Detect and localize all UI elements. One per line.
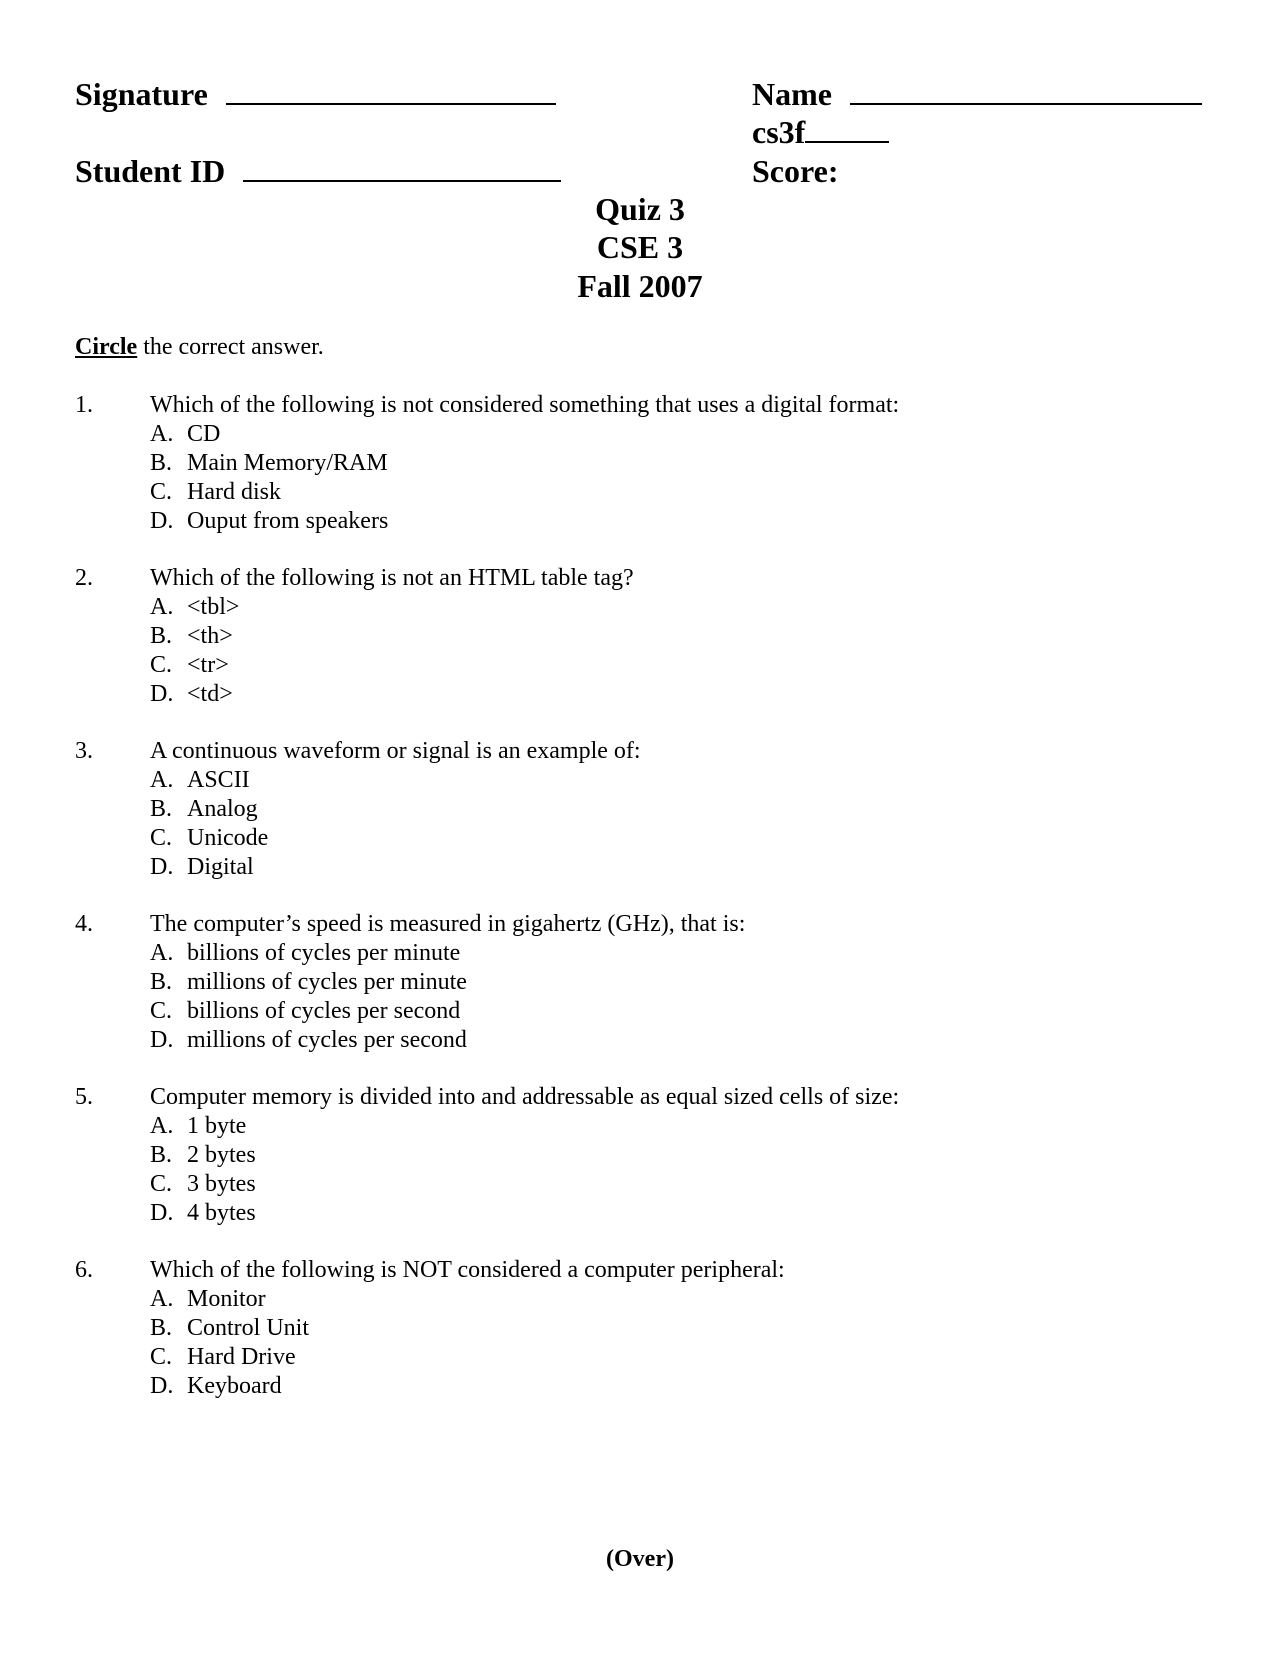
question-number: 6. <box>75 1257 93 1283</box>
instructions-text: the correct answer. <box>137 334 324 360</box>
answer-option-b[interactable]: B. <th> <box>150 623 233 649</box>
signature-label: Signature <box>75 76 208 112</box>
answer-option-c[interactable]: C. <tr> <box>150 652 229 678</box>
student-id-label: Student ID <box>75 153 226 189</box>
answer-option-c[interactable]: C. Unicode <box>150 825 269 851</box>
question-number: 3. <box>75 738 93 764</box>
name-blank[interactable] <box>850 79 1202 105</box>
answer-option-a[interactable]: A. Monitor <box>150 1286 266 1312</box>
student-id-field[interactable] <box>75 153 561 189</box>
question-number: 1. <box>75 392 93 418</box>
answer-option-b[interactable]: B. millions of cycles per minute <box>150 969 467 995</box>
answer-option-b[interactable]: B. 2 bytes <box>150 1142 256 1168</box>
answer-option-d[interactable]: D. 4 bytes <box>150 1200 256 1226</box>
over-indicator: (Over) <box>606 1546 674 1572</box>
answer-option-c[interactable]: C. 3 bytes <box>150 1171 256 1197</box>
answer-option-a[interactable]: A. 1 byte <box>150 1113 247 1139</box>
course-title: CSE 3 <box>596 229 684 265</box>
answer-option-a[interactable]: A. billions of cycles per minute <box>150 940 461 966</box>
signature-blank[interactable] <box>226 79 556 105</box>
question-stem: Which of the following is NOT considered a computer peripheral: <box>150 1257 785 1283</box>
question-stem: A continuous waveform or signal is an example of: <box>150 738 641 764</box>
answer-option-d[interactable]: D. Digital <box>150 854 254 880</box>
answer-option-a[interactable]: A. ASCII <box>150 767 250 793</box>
question-number: 4. <box>75 911 93 937</box>
answer-option-b[interactable]: B. Analog <box>150 796 258 822</box>
answer-option-c[interactable]: C. billions of cycles per second <box>150 998 461 1024</box>
question-stem: Which of the following is not an HTML table tag? <box>150 565 634 591</box>
score-label: Score: <box>752 153 839 189</box>
answer-option-c[interactable]: C. Hard disk <box>150 479 281 505</box>
answer-option-d[interactable]: D. millions of cycles per second <box>150 1027 467 1053</box>
answer-option-d[interactable]: D. Ouput from speakers <box>150 508 389 534</box>
term-title: Fall 2007 <box>577 268 703 304</box>
answer-option-d[interactable]: D. Keyboard <box>150 1373 282 1399</box>
login-blank[interactable] <box>805 117 889 143</box>
instructions-keyword: Circle <box>75 334 138 360</box>
name-field[interactable] <box>752 76 1202 112</box>
answer-option-b[interactable]: B. Main Memory/RAM <box>150 450 388 476</box>
answer-option-b[interactable]: B. Control Unit <box>150 1315 310 1341</box>
question-number: 2. <box>75 565 93 591</box>
answer-option-c[interactable]: C. Hard Drive <box>150 1344 296 1370</box>
name-label: Name <box>752 76 832 112</box>
answer-option-a[interactable]: A. <tbl> <box>150 594 240 620</box>
question-stem: Computer memory is divided into and addressable as equal sized cells of size: <box>150 1084 900 1110</box>
answer-option-d[interactable]: D. <td> <box>150 681 233 707</box>
question-stem: Which of the following is not considered something that uses a digital format: <box>150 392 900 418</box>
question-number: 5. <box>75 1084 93 1110</box>
question-stem: The computer’s speed is measured in gigahertz (GHz), that is: <box>150 911 746 937</box>
signature-field[interactable] <box>75 76 556 112</box>
answer-option-a[interactable]: A. CD <box>150 421 221 447</box>
student-id-blank[interactable] <box>243 156 561 182</box>
login-field[interactable] <box>752 114 889 150</box>
login-prefix: cs3f <box>752 114 806 150</box>
instructions <box>75 333 324 362</box>
quiz-title: Quiz 3 <box>595 191 685 227</box>
